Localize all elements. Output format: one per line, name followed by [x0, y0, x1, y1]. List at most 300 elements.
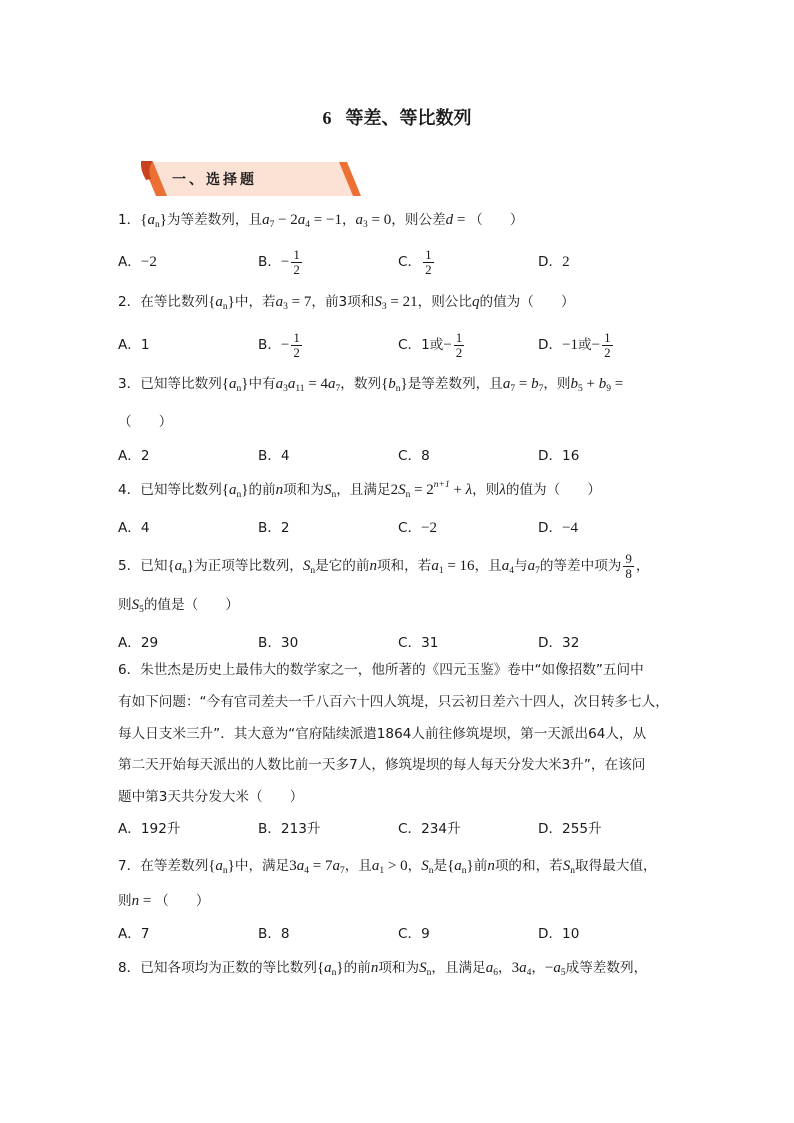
text-run: 项的和，若: [494, 858, 563, 874]
math-text: −1: [562, 337, 579, 353]
fraction: [454, 331, 465, 360]
math-symbol: λ: [465, 482, 473, 498]
question-2-stem-line-1: [118, 292, 575, 312]
question-7-option-c: [398, 924, 430, 944]
math-variable: [553, 960, 565, 976]
text-run: ，: [635, 558, 650, 574]
question-3-stem-line-2: [118, 412, 172, 432]
math-symbol: S: [323, 482, 332, 498]
math-symbol: a: [519, 960, 527, 976]
subscript: 11: [295, 384, 305, 394]
math-text: }: [159, 212, 167, 228]
math-variable: [426, 482, 449, 498]
math-text: {: [140, 212, 148, 228]
math-variable: [431, 558, 443, 574]
math-symbol: S: [421, 858, 429, 874]
math-variable: [388, 376, 400, 392]
math-text: }: [400, 376, 408, 392]
question-2-options: [118, 329, 678, 360]
question-6-option-b: [258, 819, 320, 839]
math-text: {: [381, 376, 389, 392]
section-banner: [138, 158, 362, 200]
question-6-stem-line-5: [118, 787, 303, 807]
math-symbol: n: [487, 858, 495, 874]
subscript: n: [570, 866, 576, 876]
math-text: = 21: [386, 294, 418, 310]
subscript: 1: [379, 866, 385, 876]
math-text: −: [544, 960, 554, 976]
subscript: 7: [339, 866, 345, 876]
math-text: −2: [140, 254, 157, 270]
math-variable: [332, 858, 344, 874]
question-5-stem-line-1: [118, 550, 650, 581]
text-run: D．: [538, 337, 563, 353]
text-run: 与: [514, 558, 528, 574]
question-3-option-b: [258, 446, 290, 466]
question-6-stem-line-2: [118, 692, 669, 712]
math-text: =: [410, 482, 427, 498]
subscript: n: [331, 490, 337, 500]
math-symbol: a: [485, 960, 494, 976]
math-text: 3: [511, 960, 520, 976]
text-run: D．: [538, 520, 563, 536]
text-run: ，则: [543, 376, 571, 392]
subscript: n: [222, 866, 228, 876]
subscript: n: [405, 490, 411, 500]
text-run: （ ）: [118, 414, 173, 430]
text-run: 2．在等比数列: [118, 294, 209, 310]
question-8-stem-line-1: [118, 958, 647, 978]
subscript: 4: [526, 968, 532, 978]
text-run: 取得最大值，: [575, 858, 657, 874]
question-1-option-d: [538, 252, 570, 272]
math-text: = 7: [309, 858, 333, 874]
math-symbol: a: [215, 858, 223, 874]
subscript: 7: [538, 384, 544, 394]
math-symbol: a: [355, 212, 364, 228]
fraction: [423, 248, 434, 277]
fraction-numerator: 1: [455, 329, 463, 345]
math-text: −: [591, 337, 601, 353]
math-variable: [175, 558, 187, 574]
question-5-option-d: [538, 633, 579, 653]
math-symbol: a: [275, 376, 284, 392]
text-run: 的值为（ ）: [505, 482, 602, 498]
section-heading: 一、选择题: [172, 172, 257, 188]
subscript: 5: [139, 605, 144, 615]
question-1-option-a: [118, 252, 157, 272]
math-variable: [229, 482, 241, 498]
fraction-numerator: 1: [604, 329, 611, 345]
subscript: n: [461, 866, 467, 876]
text-run: C．31: [398, 635, 439, 651]
text-run: ，: [341, 212, 356, 228]
text-run: ，则公差: [391, 212, 446, 228]
text-run: ，前3项和: [311, 294, 375, 310]
text-run: A．29: [118, 635, 159, 651]
math-symbol: a: [502, 376, 511, 392]
question-2-option-a: [118, 335, 150, 355]
text-run: 3．已知等比数列: [118, 376, 222, 392]
text-run: D．16: [538, 448, 580, 464]
math-symbol: a: [287, 376, 296, 392]
text-run: 的前: [343, 960, 371, 976]
math-variable: [419, 960, 431, 976]
math-symbol: S: [398, 482, 406, 498]
math-text: +: [582, 376, 599, 392]
text-run: ，: [497, 960, 512, 976]
math-variable: [502, 558, 514, 574]
text-run: （ ）: [469, 212, 524, 228]
question-6-stem-line-4: [118, 755, 645, 775]
math-text: 2: [390, 482, 399, 498]
subscript: n: [428, 866, 434, 876]
fraction-numerator: 9: [625, 550, 632, 566]
subscript: n: [182, 566, 187, 576]
text-run: 则: [118, 597, 132, 613]
math-symbol: a: [328, 376, 336, 392]
math-text: −4: [562, 520, 579, 536]
fraction-denominator: 8: [625, 565, 632, 581]
text-run: D．255升: [538, 821, 602, 837]
fraction: [623, 552, 634, 581]
math-variable: [374, 294, 386, 310]
subscript: 5: [560, 968, 566, 978]
math-variable: [571, 376, 583, 392]
math-variable: [297, 858, 309, 874]
text-run: 8．已知各项均为正数的等比数列: [118, 960, 317, 976]
math-text: 2: [562, 254, 570, 270]
text-run: A．2: [118, 448, 150, 464]
question-6-stem-line-3: [118, 724, 646, 744]
text-run: 有如下问题：“今有官司差夫一千八百六十四人筑堤，只云初日差六十四人，次日转多七人，: [118, 694, 669, 710]
math-variable: [147, 212, 159, 228]
math-text: = 16: [443, 558, 475, 574]
math-text: {: [221, 376, 230, 392]
question-6-option-d: [538, 819, 602, 839]
subscript: 3: [363, 220, 368, 230]
math-text: =: [453, 212, 470, 228]
math-text: −: [280, 254, 290, 270]
question-2-option-d: [538, 329, 615, 360]
math-symbol: a: [371, 858, 380, 874]
question-2-option-c: [398, 329, 466, 360]
subscript: n: [236, 490, 242, 500]
math-symbol: n: [275, 482, 284, 498]
subscript: n: [310, 566, 316, 576]
text-run: C．8: [398, 448, 430, 464]
question-5-stem-line-2: [118, 595, 239, 615]
math-symbol: a: [296, 858, 305, 874]
text-run: 是它的前: [315, 558, 370, 574]
math-symbol: a: [275, 294, 284, 310]
math-variable: [356, 212, 368, 228]
text-run: D．32: [538, 635, 580, 651]
math-text: {: [447, 858, 455, 874]
question-4-option-a: [118, 518, 150, 538]
fraction-denominator: 2: [293, 261, 300, 277]
math-variable: [229, 376, 241, 392]
math-text: 3: [289, 858, 297, 874]
subscript: n: [395, 384, 401, 394]
text-run: 题中第3天共分发大米（ ）: [118, 789, 304, 805]
math-symbol: S: [419, 960, 427, 976]
subscript: 7: [335, 384, 341, 394]
math-text: = −1: [310, 212, 342, 228]
question-6-option-a: [118, 819, 180, 839]
math-variable: [276, 376, 288, 392]
math-base: 2: [426, 482, 434, 498]
fraction: [291, 331, 302, 360]
math-text: }: [466, 858, 474, 874]
text-run: ，则: [472, 482, 500, 498]
math-symbol: d: [445, 212, 454, 228]
math-symbol: a: [297, 212, 306, 228]
math-variable: [421, 858, 433, 874]
text-run: 的值为（ ）: [479, 294, 575, 310]
question-7-option-b: [258, 924, 290, 944]
math-text: {: [316, 960, 325, 976]
math-symbol: a: [215, 294, 223, 310]
math-variable: [132, 597, 144, 613]
math-variable: [398, 482, 410, 498]
subscript: n: [236, 384, 242, 394]
subscript: 7: [535, 566, 540, 576]
text-run: ，且满足: [431, 960, 486, 976]
math-variable: [215, 858, 227, 874]
math-symbol: b: [598, 376, 607, 392]
text-run: C．: [398, 254, 422, 270]
text-run: C．: [398, 520, 422, 536]
subscript: 1: [438, 566, 444, 576]
math-symbol: S: [302, 558, 311, 574]
text-run: ，: [407, 858, 422, 874]
fraction-numerator: 1: [293, 329, 300, 345]
text-run: （ ）: [155, 893, 210, 909]
math-variable: [472, 294, 480, 310]
math-symbol: a: [454, 858, 462, 874]
fraction-numerator: 1: [293, 246, 300, 262]
page-title-number: 6: [322, 108, 332, 128]
math-variable: [487, 858, 495, 874]
subscript: 7: [269, 220, 275, 230]
math-variable: [531, 376, 543, 392]
subscript: 5: [578, 384, 583, 394]
math-symbol: a: [147, 212, 155, 228]
math-variable: [486, 960, 498, 976]
question-5-option-a: [118, 633, 158, 653]
math-symbol: a: [262, 212, 270, 228]
question-6-options: [118, 819, 678, 839]
text-run: 中，满足: [234, 858, 290, 874]
subscript: 4: [305, 220, 311, 230]
text-run: 中有: [248, 376, 276, 392]
math-text: {: [208, 294, 216, 310]
math-text: }: [336, 960, 344, 976]
question-4-option-d: [538, 518, 578, 538]
math-variable: [298, 212, 310, 228]
subscript: 4: [304, 866, 309, 876]
question-4-stem-line-1: [118, 480, 601, 500]
math-variable: [369, 558, 377, 574]
text-run: B．: [258, 254, 281, 270]
math-variable: [262, 212, 274, 228]
text-run: 成等差数列，: [565, 960, 648, 976]
math-text: {: [208, 858, 216, 874]
question-3-option-c: [398, 446, 430, 466]
text-run: 的值是（ ）: [143, 597, 239, 613]
fraction-denominator: 2: [604, 344, 611, 360]
text-run: A．192升: [118, 821, 181, 837]
page-title-block: [0, 107, 794, 129]
math-variable: [215, 294, 227, 310]
text-run: 7．在等差数列: [118, 858, 209, 874]
question-5-option-b: [258, 633, 298, 653]
question-1-options: [118, 246, 678, 277]
math-variable: [372, 858, 384, 874]
subscript: 3: [283, 384, 288, 394]
math-symbol: λ: [499, 482, 506, 498]
question-3-options: [118, 446, 678, 466]
math-symbol: n: [369, 558, 377, 574]
fraction-denominator: 2: [455, 344, 463, 360]
text-run: 的前: [248, 482, 276, 498]
subscript: n: [154, 220, 160, 230]
fraction: [602, 331, 613, 360]
math-symbol: S: [374, 294, 382, 310]
math-symbol: a: [501, 558, 510, 574]
math-text: =: [611, 376, 624, 392]
text-run: B．8: [258, 926, 290, 942]
text-run: B．: [258, 337, 281, 353]
text-run: 项和，若: [376, 558, 432, 574]
question-4-option-b: [258, 518, 290, 538]
text-run: B．2: [258, 520, 290, 536]
question-7-stem-line-2: [118, 891, 209, 911]
math-text: > 0: [384, 858, 408, 874]
math-symbol: a: [553, 960, 561, 976]
text-run: 1．: [118, 212, 141, 228]
math-text: =: [139, 893, 156, 909]
text-run: 是: [433, 858, 448, 874]
math-variable: [454, 858, 466, 874]
math-text: {: [167, 558, 175, 574]
text-run: 则: [118, 893, 132, 909]
superscript: n+1: [433, 480, 450, 490]
math-symbol: n: [131, 893, 140, 909]
text-run: C．9: [398, 926, 430, 942]
question-1-option-c: [398, 246, 436, 277]
math-text: − 2: [274, 212, 298, 228]
text-run: 5．已知: [118, 558, 168, 574]
text-run: ，且: [474, 558, 502, 574]
text-run: 或: [578, 337, 592, 353]
math-variable: [328, 376, 340, 392]
text-run: 为正项等比数列，: [194, 558, 303, 574]
math-variable: [324, 482, 336, 498]
math-text: =: [515, 376, 532, 392]
question-2-option-b: [258, 329, 304, 360]
subscript: 3: [283, 302, 288, 312]
text-run: B．213升: [258, 821, 321, 837]
question-7-stem-line-1: [118, 856, 657, 876]
question-5-options: [118, 633, 678, 653]
question-7-option-a: [118, 924, 150, 944]
math-variable: [503, 376, 515, 392]
text-run: 每人日支米三升”．其大意为“官府陆续派遣1864人前往修筑堤坝，第一天派出64人，从: [118, 726, 647, 742]
math-text: = 7: [287, 294, 312, 310]
math-symbol: a: [324, 960, 332, 976]
subscript: 9: [606, 384, 611, 394]
question-4-option-c: [398, 518, 437, 538]
question-6-option-c: [398, 819, 461, 839]
math-symbol: a: [174, 558, 183, 574]
fraction-numerator: 1: [425, 246, 432, 262]
math-symbol: b: [388, 376, 396, 392]
math-symbol: S: [131, 597, 140, 613]
text-run: A．: [118, 254, 141, 270]
math-variable: [519, 960, 531, 976]
math-text: }: [227, 858, 235, 874]
text-run: A．4: [118, 520, 150, 536]
math-variable: [276, 294, 288, 310]
question-4-options: [118, 518, 678, 538]
text-run: 项和为: [378, 960, 420, 976]
question-1-stem-line-1: [118, 210, 523, 230]
subscript: n: [331, 968, 337, 978]
question-5-option-c: [398, 633, 438, 653]
math-variable: [303, 558, 315, 574]
subscript: 4: [509, 566, 514, 576]
math-symbol: a: [332, 858, 340, 874]
question-7-options: [118, 924, 678, 944]
math-variable: [599, 376, 611, 392]
subscript: n: [222, 302, 228, 312]
math-symbol: b: [531, 376, 539, 392]
page-title: 等差、等比数列: [345, 108, 472, 129]
math-symbol: q: [472, 294, 480, 310]
text-run: 中，若: [234, 294, 276, 310]
math-symbol: a: [229, 482, 237, 498]
text-run: C．1或: [398, 337, 444, 353]
math-text: −: [280, 337, 290, 353]
fraction-denominator: 2: [293, 344, 300, 360]
text-run: 的等差中项为: [539, 558, 622, 574]
text-run: C．234升: [398, 821, 461, 837]
math-variable: [324, 960, 336, 976]
math-variable: [563, 858, 575, 874]
text-run: 是等差数列，且: [407, 376, 503, 392]
text-run: 第二天开始每天派出的人数比前一天多7人，修筑堤坝的每人每天分发大米3升”，在该问: [118, 757, 646, 773]
subscript: 6: [493, 968, 498, 978]
math-symbol: n: [370, 960, 379, 976]
text-run: B．30: [258, 635, 299, 651]
text-run: B．4: [258, 448, 290, 464]
text-run: A．7: [118, 926, 150, 942]
math-symbol: a: [527, 558, 536, 574]
subscript: n: [426, 968, 432, 978]
math-text: }: [186, 558, 195, 574]
subscript: 7: [510, 384, 516, 394]
text-run: 6．朱世杰是历史上最伟大的数学家之一，他所著的《四元玉鉴》卷中“如像招数”五问中: [118, 662, 644, 678]
math-variable: [132, 893, 140, 909]
question-1-option-b: [258, 246, 304, 277]
question-3-stem-line-1: [118, 374, 623, 394]
question-3-option-a: [118, 446, 150, 466]
subscript: 3: [381, 302, 387, 312]
text-run: D．: [538, 254, 563, 270]
math-text: }: [241, 482, 249, 498]
